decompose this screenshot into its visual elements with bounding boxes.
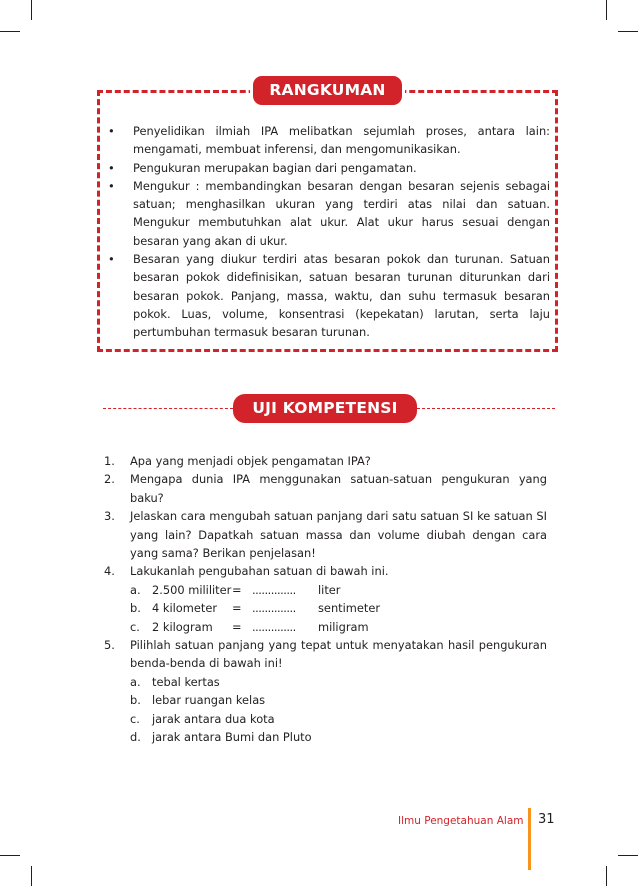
summary-item-text: Mengukur : membandingkan besaran dengan besaran sejenis sebagai satuan; menghasilkan ukuran yang terdiri atas nilai dan satuan. Mengukur membutuhkan alat ukur. Alat ukur harus sesuai dengan besaran yang akan di ukur. bbox=[133, 178, 550, 248]
conversion-row bbox=[130, 599, 547, 617]
bullet: • bbox=[108, 178, 115, 193]
question-text: Jelaskan cara mengubah satuan panjang dari satu satuan SI ke satuan SI yang lain? Dapatkah satuan massa dan volume diubah dengan cara yang sama? Berikan penjelasan! bbox=[130, 509, 547, 561]
summary-item-text: Pengukuran merupakan bagian dari pengamatan. bbox=[133, 160, 417, 175]
sub-item-text: jarak antara dua kota bbox=[152, 711, 275, 726]
sub-item-text: jarak antara Bumi dan Pluto bbox=[152, 730, 312, 745]
sub-item bbox=[130, 710, 547, 728]
sub-letter: a. bbox=[130, 674, 141, 689]
crop-mark bbox=[618, 31, 638, 32]
book-title: Ilmu Pengetahuan Alam bbox=[398, 815, 524, 827]
conversion-value: 4 kilometer bbox=[152, 601, 218, 616]
question-text: Lakukanlah pengubahan satuan di bawah ini. bbox=[130, 564, 389, 579]
question-3 bbox=[104, 507, 547, 562]
question-number: 3. bbox=[104, 509, 115, 524]
conversion-value: 2.500 mililiter bbox=[152, 582, 232, 597]
crop-mark bbox=[0, 31, 20, 32]
summary-item-text: Besaran yang diukur terdiri atas besaran pokok dan turunan. Satuan besaran pokok didefinisikan, satuan besaran turunan diturunkan dari besaran pokok. Panjang, massa, waktu, dan suhu termasuk besaran pokok. Luas, volume, konsentrasi (kepekatan) larutan, serta laju pertumbuhan termasuk besaran turunan. bbox=[133, 252, 550, 340]
sub-letter: c. bbox=[130, 711, 140, 726]
question-number: 4. bbox=[104, 564, 115, 579]
target-unit: sentimeter bbox=[318, 601, 381, 616]
footer-divider bbox=[528, 808, 531, 870]
question-text: Pilihlah satuan panjang yang tepat untuk menyatakan hasil pengukuran benda-benda di bawah ini! bbox=[130, 638, 547, 671]
bullet: • bbox=[108, 124, 115, 138]
target-unit: liter bbox=[318, 582, 341, 597]
sub-item bbox=[130, 728, 547, 746]
page-number: 31 bbox=[538, 812, 555, 827]
conversion-row bbox=[130, 581, 547, 599]
sub-item-text: tebal kertas bbox=[152, 674, 220, 689]
target-unit: miligram bbox=[318, 619, 369, 634]
summary-item-text: Penyelidikan ilmiah IPA melibatkan sejumlah proses, antara lain: mengamati, membuat inferensi, dan mengomunikasikan. bbox=[133, 124, 550, 157]
conversion-row bbox=[130, 618, 547, 636]
question-4 bbox=[104, 562, 547, 636]
sub-letter: c. bbox=[130, 619, 140, 634]
answer-blank: .............. bbox=[252, 582, 296, 597]
equals-sign: = bbox=[232, 582, 242, 597]
answer-blank: .............. bbox=[252, 601, 296, 616]
sub-item bbox=[130, 673, 547, 691]
crop-mark bbox=[618, 855, 638, 856]
question-1 bbox=[104, 452, 547, 470]
question-list bbox=[104, 452, 547, 747]
summary-title: RANGKUMAN bbox=[250, 73, 405, 108]
crop-mark bbox=[606, 866, 607, 886]
summary-item bbox=[100, 159, 550, 177]
question-text: Apa yang menjadi objek pengamatan IPA? bbox=[130, 454, 371, 468]
summary-item bbox=[100, 250, 550, 341]
sub-item bbox=[130, 691, 547, 709]
equals-sign: = bbox=[232, 619, 242, 634]
question-text: Mengapa dunia IPA menggunakan satuan-satuan pengukuran yang baku? bbox=[130, 472, 547, 505]
bullet: • bbox=[108, 160, 115, 175]
crop-mark bbox=[0, 855, 20, 856]
summary-list bbox=[100, 122, 550, 342]
sub-letter: a. bbox=[130, 582, 141, 597]
competency-title: UJI KOMPETENSI bbox=[233, 394, 417, 423]
equals-sign: = bbox=[232, 601, 242, 616]
divider-left bbox=[103, 408, 233, 409]
question-2 bbox=[104, 470, 547, 507]
crop-mark bbox=[31, 866, 32, 886]
question-number: 1. bbox=[104, 454, 115, 468]
summary-item bbox=[100, 122, 550, 159]
answer-blank: .............. bbox=[252, 619, 296, 634]
conversion-value: 2 kilogram bbox=[152, 619, 213, 634]
divider-right bbox=[417, 408, 555, 409]
sub-letter: b. bbox=[130, 601, 141, 616]
sub-letter: d. bbox=[130, 730, 141, 745]
crop-mark bbox=[606, 0, 607, 20]
crop-mark bbox=[31, 0, 32, 20]
sub-letter: b. bbox=[130, 693, 141, 708]
sub-item-text: lebar ruangan kelas bbox=[152, 693, 266, 708]
question-number: 2. bbox=[104, 472, 115, 487]
question-number: 5. bbox=[104, 638, 115, 653]
bullet: • bbox=[108, 252, 115, 267]
summary-item bbox=[100, 177, 550, 250]
question-5 bbox=[104, 636, 547, 746]
